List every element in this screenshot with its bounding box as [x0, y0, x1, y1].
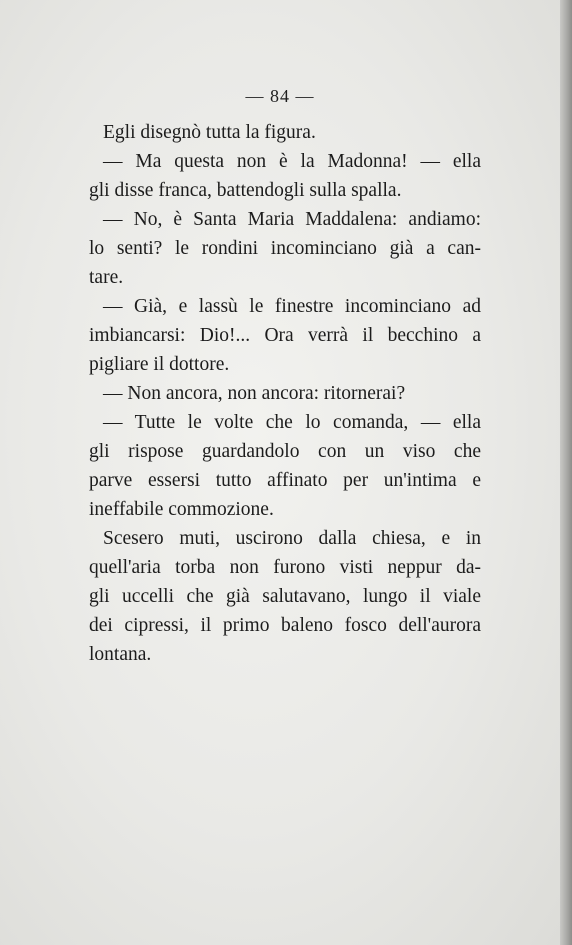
text-line: gli disse franca, battendogli sulla spalla.: [89, 180, 402, 201]
text-line: ineffabile commozione.: [89, 499, 274, 520]
text-line: imbiancarsi: Dio!... Ora verrà il becchino a: [89, 325, 481, 346]
text-line: — Già, e lassù le finestre incominciano ad: [103, 296, 481, 317]
text-line: quell'aria torba non furono visti neppur da-: [89, 557, 481, 578]
page-edge-shadow: [560, 0, 572, 945]
text-line: Scesero muti, uscirono dalla chiesa, e in: [103, 528, 481, 549]
text-line: pigliare il dottore.: [89, 354, 230, 375]
text-line: — Non ancora, non ancora: ritornerai?: [103, 383, 406, 404]
body-text: [89, 118, 481, 669]
text-line: — Ma questa non è la Madonna! — ella: [103, 151, 481, 172]
text-line: — No, è Santa Maria Maddalena: andiamo:: [103, 209, 481, 230]
text-line: gli uccelli che già salutavano, lungo il viale: [89, 586, 481, 607]
text-line: lontana.: [89, 644, 152, 665]
text-line: dei cipressi, il primo baleno fosco dell'aurora: [89, 615, 481, 636]
text-line: — Tutte le volte che lo comanda, — ella: [103, 412, 481, 433]
text-line: parve essersi tutto affinato per un'intima e: [89, 470, 481, 491]
text-line: lo senti? le rondini incominciano già a can-: [89, 238, 481, 259]
text-line: tare.: [89, 267, 124, 288]
text-line: Egli disegnò tutta la figura.: [103, 122, 316, 143]
page-number: — 84 —: [245, 86, 315, 106]
text-line: gli rispose guardandolo con un viso che: [89, 441, 481, 462]
